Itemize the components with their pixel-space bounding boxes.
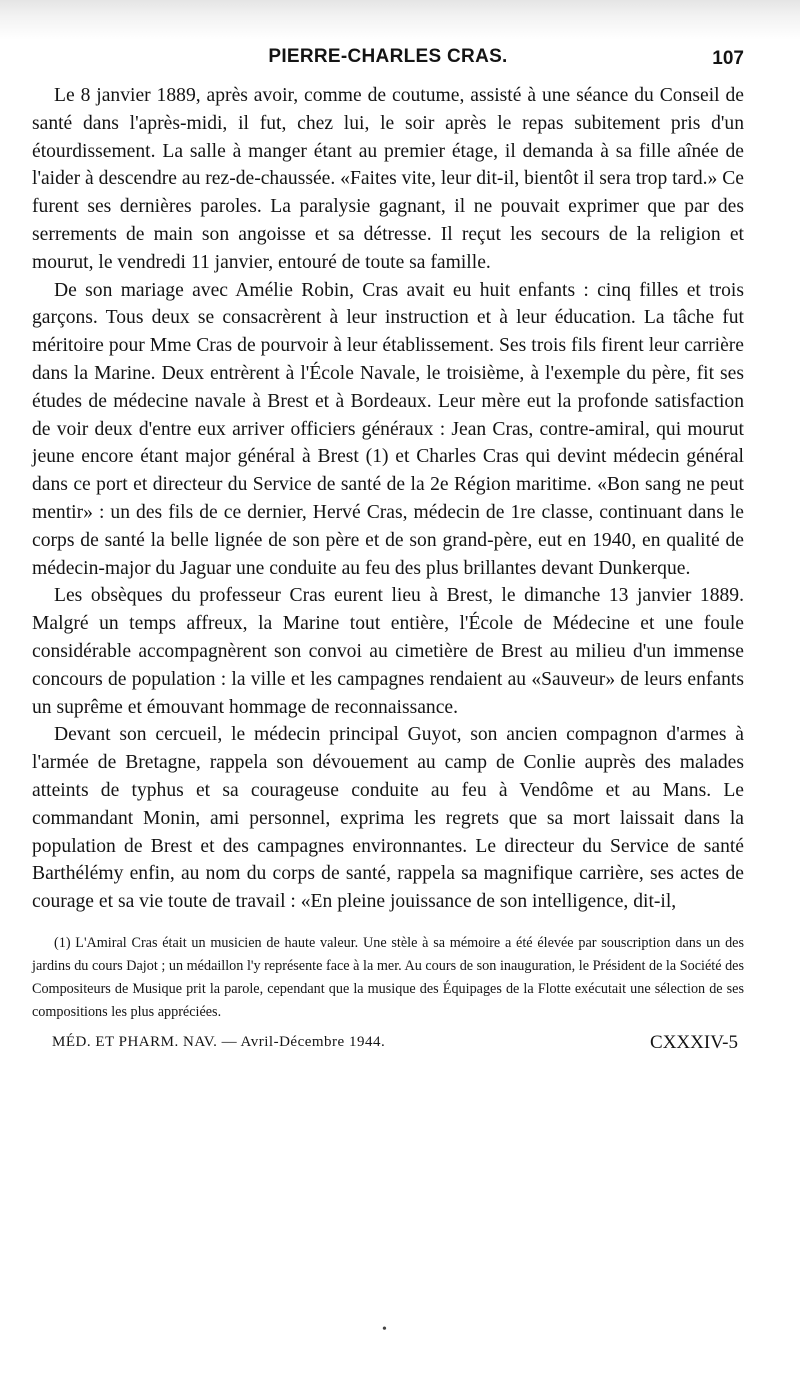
page-footer [32,1030,744,1060]
paragraph-children: De son mariage avec Amélie Robin, Cras avait eu huit enfants : cinq filles et trois garçons. Tous deux se consacrèrent à leur instruction et à leur éducation. La tâche fut méritoire pour Mme Cras de pourvoir à leur établissement. Ses trois fils firent leur carrière dans la Marine. Deux entrèrent à l'École Navale, le troisième, à l'exemple du père, fit ses études de médecine navale à Brest et à Bordeaux. Leur mère eut la profonde satisfaction de voir deux d'entre eux arriver officiers généraux : Jean Cras, contre-amiral, qui mourut jeune encore étant major général à Brest (1) et Charles Cras qui devint médecin général dans ce port et directeur du Service de santé de la 2e Région maritime. «Bon sang ne peut mentir» : un des fils de ce dernier, Hervé Cras, médecin de 1re classe, continuant dans le corps de santé la belle lignée de son père et de son grand-père, eut en 1940, en qualité de médecin-major du Jaguar une conduite au feu des plus brillantes devant Dunkerque. [32,279,744,579]
running-head-title: PIERRE-CHARLES CRAS. [268,46,508,67]
paragraph-eulogies: Devant son cercueil, le médecin principal Guyot, son ancien compagnon d'armes à l'armée de Bretagne, rappela son dévouement au camp de Conlie auprès des malades atteints de typhus et sa courageuse conduite au feu à Vendôme et au Mans. Le commandant Monin, ami personnel, exprima les regrets que sa mort laissait dans la population de Brest et des campagnes environnantes. Le directeur du Service de santé Barthélémy enfin, au nom du corps de santé, rappela sa magnifique carrière, ses actes de courage et sa vie toute de travail : «En pleine jouissance de son intelligence, dit-il, [32,724,744,913]
running-head [32,44,744,74]
page-number: 107 [712,48,744,69]
body-text [32,82,744,916]
stray-mark: • [382,1322,387,1337]
footnote: (1) L'Amiral Cras était un musicien de haute valeur. Une stèle à sa mémoire a été élevée par souscription dans un des jardins du cours Dajot ; un médaillon l'y représente face à la mer. Au cours de son inauguration, le Président de la Société des Compositeurs de Musique prit la parole, cependant que la musique des Équipages de la Flotte exécutait une sélection de ses compositions les plus appréciées. [32,934,744,1020]
footer-signature: CXXXIV-5 [650,1031,738,1053]
page [32,44,744,1060]
scan-edge-shadow [0,0,800,40]
paragraph-funeral: Les obsèques du professeur Cras eurent lieu à Brest, le dimanche 13 janvier 1889. Malgré un temps affreux, la Marine tout entière, l'École de Médecine et une foule considérable accompagnèrent son convoi au cimetière de Brest au milieu d'un immense concours de population : la ville et les campagnes rendaient au «Sauveur» de leurs enfants un suprême et émouvant hommage de reconnaissance. [32,585,744,718]
footer-journal: MÉD. ET PHARM. NAV. — Avril-Décembre 1944. [52,1033,386,1050]
paragraph-death: Le 8 janvier 1889, après avoir, comme de coutume, assisté à une séance du Conseil de santé dans l'après-midi, il fut, chez lui, le soir après le repas subitement pris d'un étourdissement. La salle à manger étant au premier étage, il demanda à sa fille aînée de l'aider à descendre au rez-de-chaussée. «Faites vite, leur dit-il, bientôt il sera trop tard.» Ce furent ses dernières paroles. La paralysie gagnant, il ne pouvait exprimer que par des serrements de main son angoisse et sa détresse. Il reçut les secours de la religion et mourut, le vendredi 11 janvier, entouré de toute sa famille. [32,85,744,273]
